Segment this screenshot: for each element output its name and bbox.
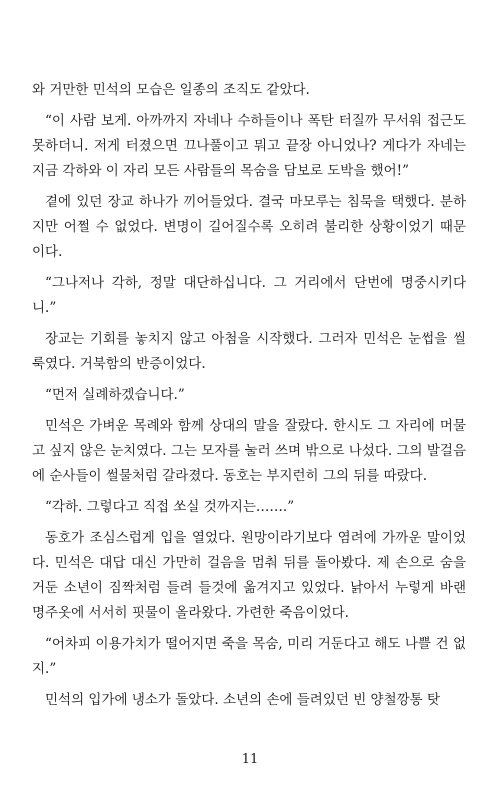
paragraph: 곁에 있던 장교 하나가 끼어들었다. 결국 마모루는 침묵을 택했다. 분하지만 어쩔 수 없었다. 변명이 길어질수록 오히려 불리한 상황이었기 때문이다. <box>32 194 466 260</box>
paragraph: 민석은 가벼운 목례와 함께 상대의 말을 잘랐다. 한시도 그 자리에 머물고 싶지 않은 눈치였다. 그는 모자를 눌러 쓰며 밖으로 나섰다. 그의 발걸음에 순사들이 썰물처럼 갈라졌다. 동호는 부지런히 그의 뒤를 따랐다. <box>32 418 466 484</box>
paragraph: “어차피 이용가치가 떨어지면 죽을 목숨, 미리 거둔다고 해도 나쁠 건 없지.” <box>32 636 466 677</box>
paragraph: 와 거만한 민석의 모습은 일종의 조직도 같았다. <box>32 82 310 98</box>
paragraph: 동호가 조심스럽게 입을 열었다. 원망이라기보다 염려에 가까운 말이었다. 민석은 대답 대신 가만히 걸음을 멈춰 뒤를 돌아봤다. 제 손으로 숨을 거둔 소년이 짐짝처럼 들려 들것에 옮겨지고 있었다. 낡아서 누렇게 바랜 명주옷에 서서히 핏물이 올라왔다. 가련한 죽음이었다. <box>32 530 466 621</box>
paragraph: “그나저나 각하, 정말 대단하십니다. 그 거리에서 단번에 명중시키다니.” <box>32 275 466 316</box>
paragraph: “각하. 그렇다고 직접 쏘실 것까지는…….” <box>45 499 295 515</box>
paragraph: 민석의 입가에 냉소가 돌았다. 소년의 손에 들려있던 빈 양철깡통 탓 <box>45 692 441 708</box>
paragraph: “먼저 실례하겠습니다.” <box>45 387 185 403</box>
body-text <box>32 78 466 719</box>
paragraph: “이 사람 보게. 아까까지 자네나 수하들이나 폭탄 터질까 무서워 접근도 못하더니. 저게 터졌으면 끄나풀이고 뭐고 끝장 아니었나? 게다가 자네는 지금 각하와 이 자리 모든 사람들의 목숨을 담보로 도박을 했어!” <box>32 113 466 179</box>
page-number: 11 <box>241 752 259 767</box>
paragraph: 장교는 기회를 놓치지 않고 아첨을 시작했다. 그러자 민석은 눈썹을 씰룩였다. 거북함의 반증이었다. <box>32 331 466 372</box>
